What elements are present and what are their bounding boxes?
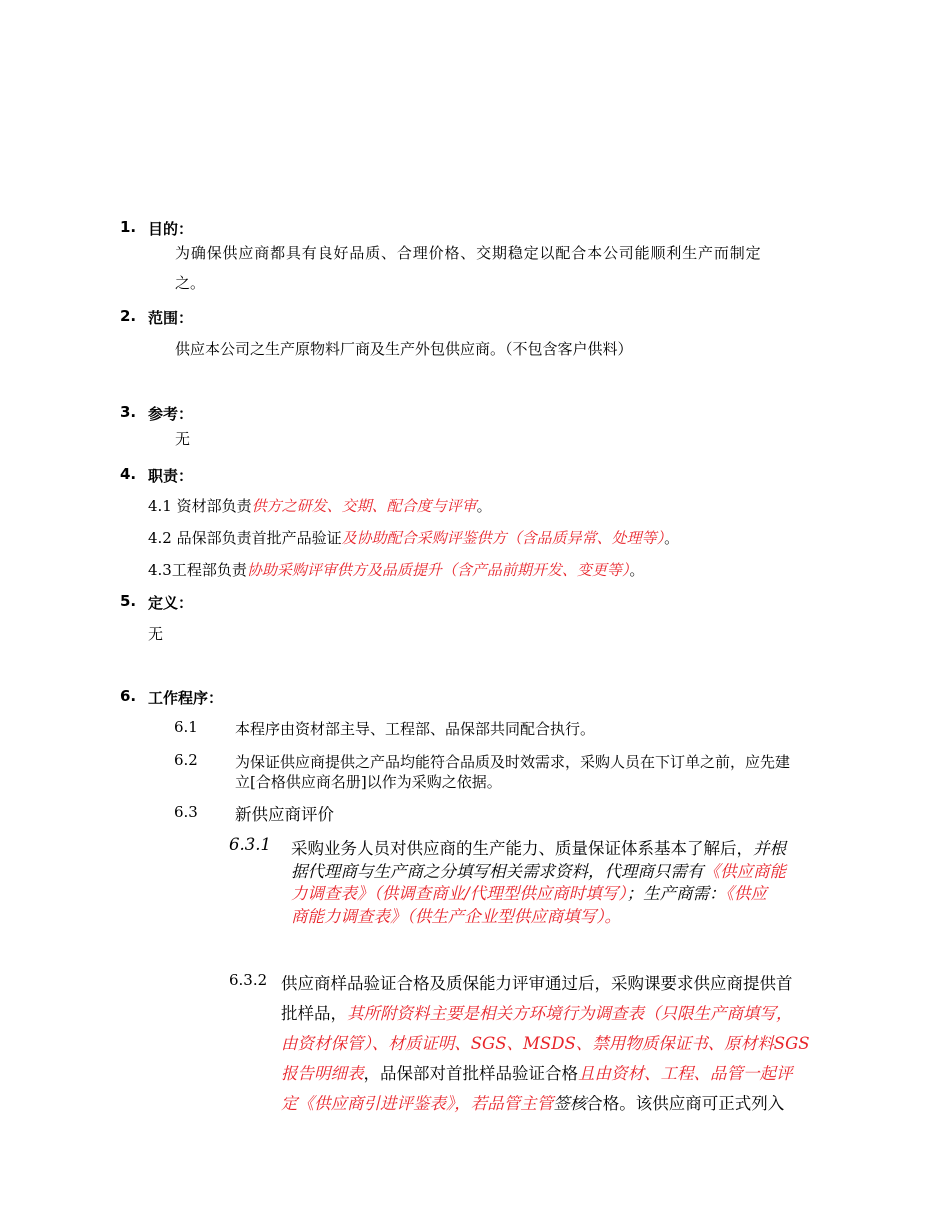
section-5-title: 定义： — [148, 594, 194, 612]
duty-item-4-1 — [148, 495, 492, 516]
duty-4-2-text: 4.2 品保部负责首批产品验证 — [148, 529, 342, 547]
duty-4-3-highlight: 协助采购评审供方及品质提升（含产品前期开发、变更等） — [246, 561, 630, 579]
item-6-3-2-line-5-italic: 签核 — [553, 1094, 587, 1113]
item-6-3-2-line-2-highlight: 其所附资料主要是相关方环境行为调查表（只限生产商填写， — [347, 1004, 793, 1023]
item-6-3-1-line-2-text: 据代理商与生产商之分填写相关需求资料，代理商只需有 — [291, 862, 704, 881]
item-6-2-number: 6.2 — [174, 751, 198, 769]
section-5-number: 5. — [120, 592, 137, 610]
item-6-3-1-line-1 — [291, 835, 786, 859]
duty-4-3-text: 4.3工程部负责 — [148, 561, 247, 579]
duty-item-4-2 — [148, 527, 679, 548]
duty-4-1-end: 。 — [476, 497, 492, 515]
duty-4-2-end: 。 — [664, 529, 680, 547]
item-6-3-2-line-4-highlight: 报告明细表 — [281, 1064, 364, 1083]
item-6-3-number: 6.3 — [174, 803, 198, 821]
item-6-3-2-line-2 — [281, 1000, 793, 1024]
section-3-number: 3. — [120, 403, 137, 421]
item-6-3-2-line-4 — [281, 1060, 793, 1084]
item-6-3-2-number: 6.3.2 — [229, 971, 268, 989]
item-6-2-text-line-1: 为保证供应商提供之产品均能符合品质及时效需求，采购人员在下订单之前，应先建 — [235, 753, 791, 771]
item-6-3-2-line-4-highlight-2: 且由资材、工程、品管一起评 — [578, 1064, 793, 1083]
item-6-2-text-line-2: 立[合格供应商名册]以作为采购之依据。 — [235, 773, 502, 791]
item-6-3-1-line-2-highlight: 《供应商能 — [703, 862, 786, 881]
item-6-3-1-line-2 — [291, 858, 786, 882]
item-6-3-2-line-4-text: ，品保部对首批样品验证合格 — [363, 1064, 578, 1083]
item-6-3-1-line-3-highlight: 力调查表》（供调查商业/代理型供应商时填写） — [291, 884, 627, 903]
item-6-3-1-line-1-text: 采购业务人员对供应商的生产能力、质量保证体系基本了解后， — [291, 839, 753, 858]
section-2-number: 2. — [120, 307, 137, 325]
section-4-title: 职责： — [148, 467, 194, 485]
item-6-3-1-number: 6.3.1 — [229, 835, 271, 854]
section-1-text-line-1: 为确保供应商都具有良好品质、合理价格、交期稳定以配合本公司能顺利生产而制定 — [175, 244, 762, 262]
section-6-number: 6. — [120, 687, 137, 705]
section-2-text: 供应本公司之生产原物料厂商及生产外包供应商。（不包含客户供料） — [175, 340, 633, 358]
duty-item-4-3 — [148, 559, 644, 580]
item-6-3-2-line-5 — [281, 1090, 784, 1114]
section-2-title: 范围： — [148, 309, 194, 327]
item-6-3-title: 新供应商评价 — [235, 805, 334, 824]
duty-4-1-text: 4.1 资材部负责 — [148, 497, 252, 515]
duty-4-2-highlight: 及协助配合采购评鉴供方（含品质异常、处理等） — [341, 529, 665, 547]
item-6-3-2-line-5-text: 合格。该供应商可正式列入 — [586, 1094, 785, 1113]
item-6-3-1-line-1-italic: 并根 — [753, 839, 786, 858]
item-6-3-1-line-4: 商能力调查表》（供生产企业型供应商填写）。 — [291, 907, 621, 926]
item-6-3-2-line-3: 由资材保管）、材质证明、SGS、MSDS、禁用物质保证书、原材料SGS — [281, 1034, 810, 1053]
item-6-3-2-line-2-text: 批样品， — [281, 1004, 347, 1023]
section-4-number: 4. — [120, 465, 137, 483]
item-6-3-1-line-3-highlight-2: 《供应 — [725, 884, 767, 903]
item-6-3-2-line-5-highlight: 定《供应商引进评鉴表》，若品管主管 — [281, 1094, 554, 1113]
item-6-3-1-line-3 — [291, 880, 767, 904]
item-6-1-number: 6.1 — [174, 718, 198, 736]
item-6-1-text: 本程序由资材部主导、工程部、品保部共同配合执行。 — [235, 720, 596, 738]
item-6-3-1-line-3-text: ；生产商需： — [626, 884, 726, 903]
section-1-number: 1. — [120, 218, 137, 236]
section-3-text: 无 — [175, 430, 191, 448]
duty-4-1-highlight: 供方之研发、交期、配合度与评审 — [251, 497, 477, 515]
section-3-title: 参考： — [148, 405, 194, 423]
section-1-title: 目的： — [148, 220, 194, 238]
section-1-text-line-2: 之。 — [175, 274, 206, 292]
duty-4-3-end: 。 — [629, 561, 645, 579]
section-5-text: 无 — [148, 625, 164, 643]
section-6-title: 工作程序： — [148, 689, 224, 707]
item-6-3-2-line-1: 供应商样品验证合格及质保能力评审通过后，采购课要求供应商提供首 — [281, 974, 793, 993]
